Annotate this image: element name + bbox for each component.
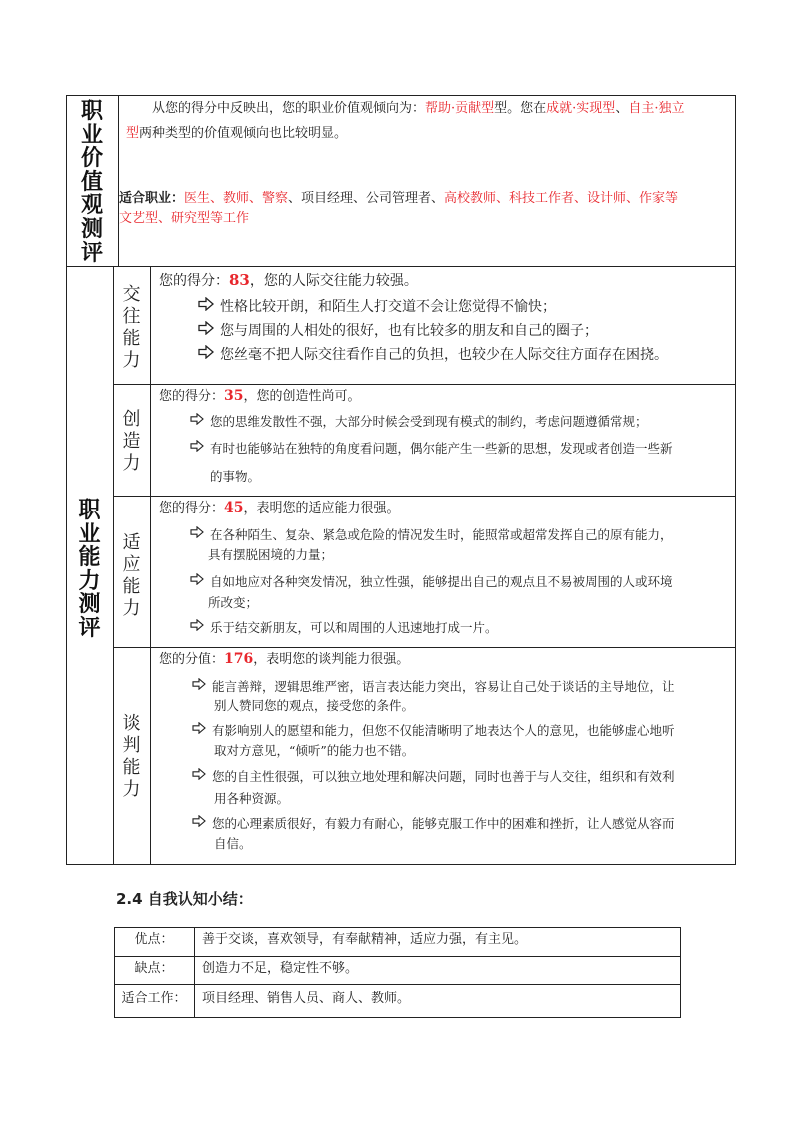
title-char: 值 [80,168,103,195]
negotiation-score: 您的分值：176，表明您的谈判能力很强。 [159,651,410,667]
summary-value-pros: 善于交谈，喜欢领导，有奉献精神，适应力强，有主见。 [202,932,528,947]
negotiation-label: 谈 判 能 力 [122,713,141,800]
adaptability-bullet-cont: 具有摆脱困境的力量； [208,547,334,562]
arrow-right-icon [192,815,206,827]
title-char: 价 [80,145,103,172]
title-char: 职 [80,98,103,124]
summary-row-divider [114,984,681,985]
summary-label-pros: 优点： [134,932,174,947]
arrow-right-icon [192,678,206,690]
value-section-title [66,100,118,265]
arrow-right-icon [190,440,204,452]
summary-label-jobs: 适合工作： [121,991,187,1006]
social-bullet: 性格比较开朗，和陌生人打交道不会让您觉得不愉快； [198,297,556,317]
negotiation-bullet: 有影响别人的愿望和能力，但您不仅能清晰明了地表达个人的意见，也能够虚心地听 [192,722,675,740]
arrow-right-icon [190,619,204,631]
value-intro-line2: 型两种类型的价值观倾向也比较明显。 [126,126,348,141]
arrow-right-icon [192,722,206,734]
social-score: 您的得分：83，您的人际交往能力较强。 [159,271,418,289]
social-bullet: 您与周围的人相处的很好，也有比较多的朋友和自己的圈子； [198,321,598,341]
summary-value-jobs: 项目经理、销售人员、商人、教师。 [202,991,411,1006]
title-char: 能 [78,544,101,571]
creativity-bullet: 有时也能够站在独特的角度看问题，偶尔能产生一些新的思想，发现或者创造一些新 [190,440,673,458]
negotiation-bullet-cont: 自信。 [214,836,252,851]
title-char: 评 [78,614,101,641]
title-char: 观 [80,192,103,219]
negotiation-bullet-cont: 别人赞同您的观点，接受您的条件。 [214,698,415,713]
negotiation-bullet: 您的心理素质很好，有毅力有耐心，能够克服工作中的困难和挫折，让人感觉从容而 [192,815,675,833]
creativity-label: 创 造 力 [122,409,141,474]
adaptability-bullet: 乐于结交新朋友，可以和周围的人迅速地打成一片。 [190,619,498,637]
title-char: 测 [80,215,103,242]
negotiation-bullet: 您的自主性很强，可以独立地处理和解决问题，同时也善于与人交往，组织和有效利 [192,768,675,786]
summary-value-cons: 创造力不足，稳定性不够。 [202,961,359,976]
negotiation-bullet-cont: 取对方意见，“倾听”的能力也不错。 [214,743,415,758]
ability-section-title [66,499,113,641]
row-divider-2 [113,496,736,497]
adaptability-bullet-cont: 所改变； [208,595,259,610]
summary-row-divider [114,956,681,957]
social-ability-label: 交 往 能 力 [122,284,141,371]
title-char: 业 [78,520,101,547]
summary-label-cons: 缺点： [134,961,174,976]
creativity-bullet-cont: 的事物。 [210,469,261,484]
suitable-jobs-line2: 文艺型、研究型等工作 [119,211,250,226]
arrow-right-icon [198,321,214,335]
adaptability-bullet: 自如地应对各种突发情况，独立性强，能够提出自己的观点且不易被周围的人或环境 [190,573,673,591]
title-char: 职 [78,497,101,523]
arrow-right-icon [190,413,204,425]
row-divider-3 [113,647,736,648]
arrow-right-icon [190,526,204,538]
title-char: 业 [80,121,103,148]
summary-column-divider [194,927,195,1018]
suitable-jobs-line1: 适合职业：医生、教师、警察、项目经理、公司管理者、高校教师、科技工作者、设计师、作家等 [119,191,679,206]
negotiation-bullet: 能言善辩，逻辑思维严密，语言表达能力突出，容易让自己处于谈话的主导地位，让 [192,678,675,696]
negotiation-bullet-cont: 用各种资源。 [214,791,290,806]
value-intro-line1: 从您的得分中反映出，您的职业价值观倾向为：帮助·贡献型型。您在成就·实现型、自主·独立 [152,101,685,116]
summary-heading: 2.4 自我认知小结： [116,890,253,908]
title-char: 力 [78,567,101,594]
ability-label-divider [150,266,151,865]
value-column-divider [118,95,119,266]
arrow-right-icon [190,573,204,585]
row-divider-1 [113,384,736,385]
adaptability-bullet: 在各种陌生、复杂、紧急或危险的情况发生时，能照常或超常发挥自己的原有能力， [190,526,673,544]
creativity-bullet: 您的思维发散性不强，大部分时候会受到现有模式的制约，考虑问题遵循常规； [190,413,648,431]
arrow-right-icon [198,345,214,359]
adaptability-score: 您的得分：45，表明您的适应能力很强。 [159,500,400,516]
section-divider [66,266,736,267]
title-char: 评 [80,239,103,266]
arrow-right-icon [198,297,214,311]
title-char: 测 [78,591,101,618]
creativity-score: 您的得分：35，您的创造性尚可。 [159,388,361,404]
social-bullet: 您丝毫不把人际交往看作自己的负担，也较少在人际交往方面存在困挠。 [198,345,668,365]
arrow-right-icon [192,768,206,780]
adaptability-label: 适 应 能 力 [122,532,141,619]
